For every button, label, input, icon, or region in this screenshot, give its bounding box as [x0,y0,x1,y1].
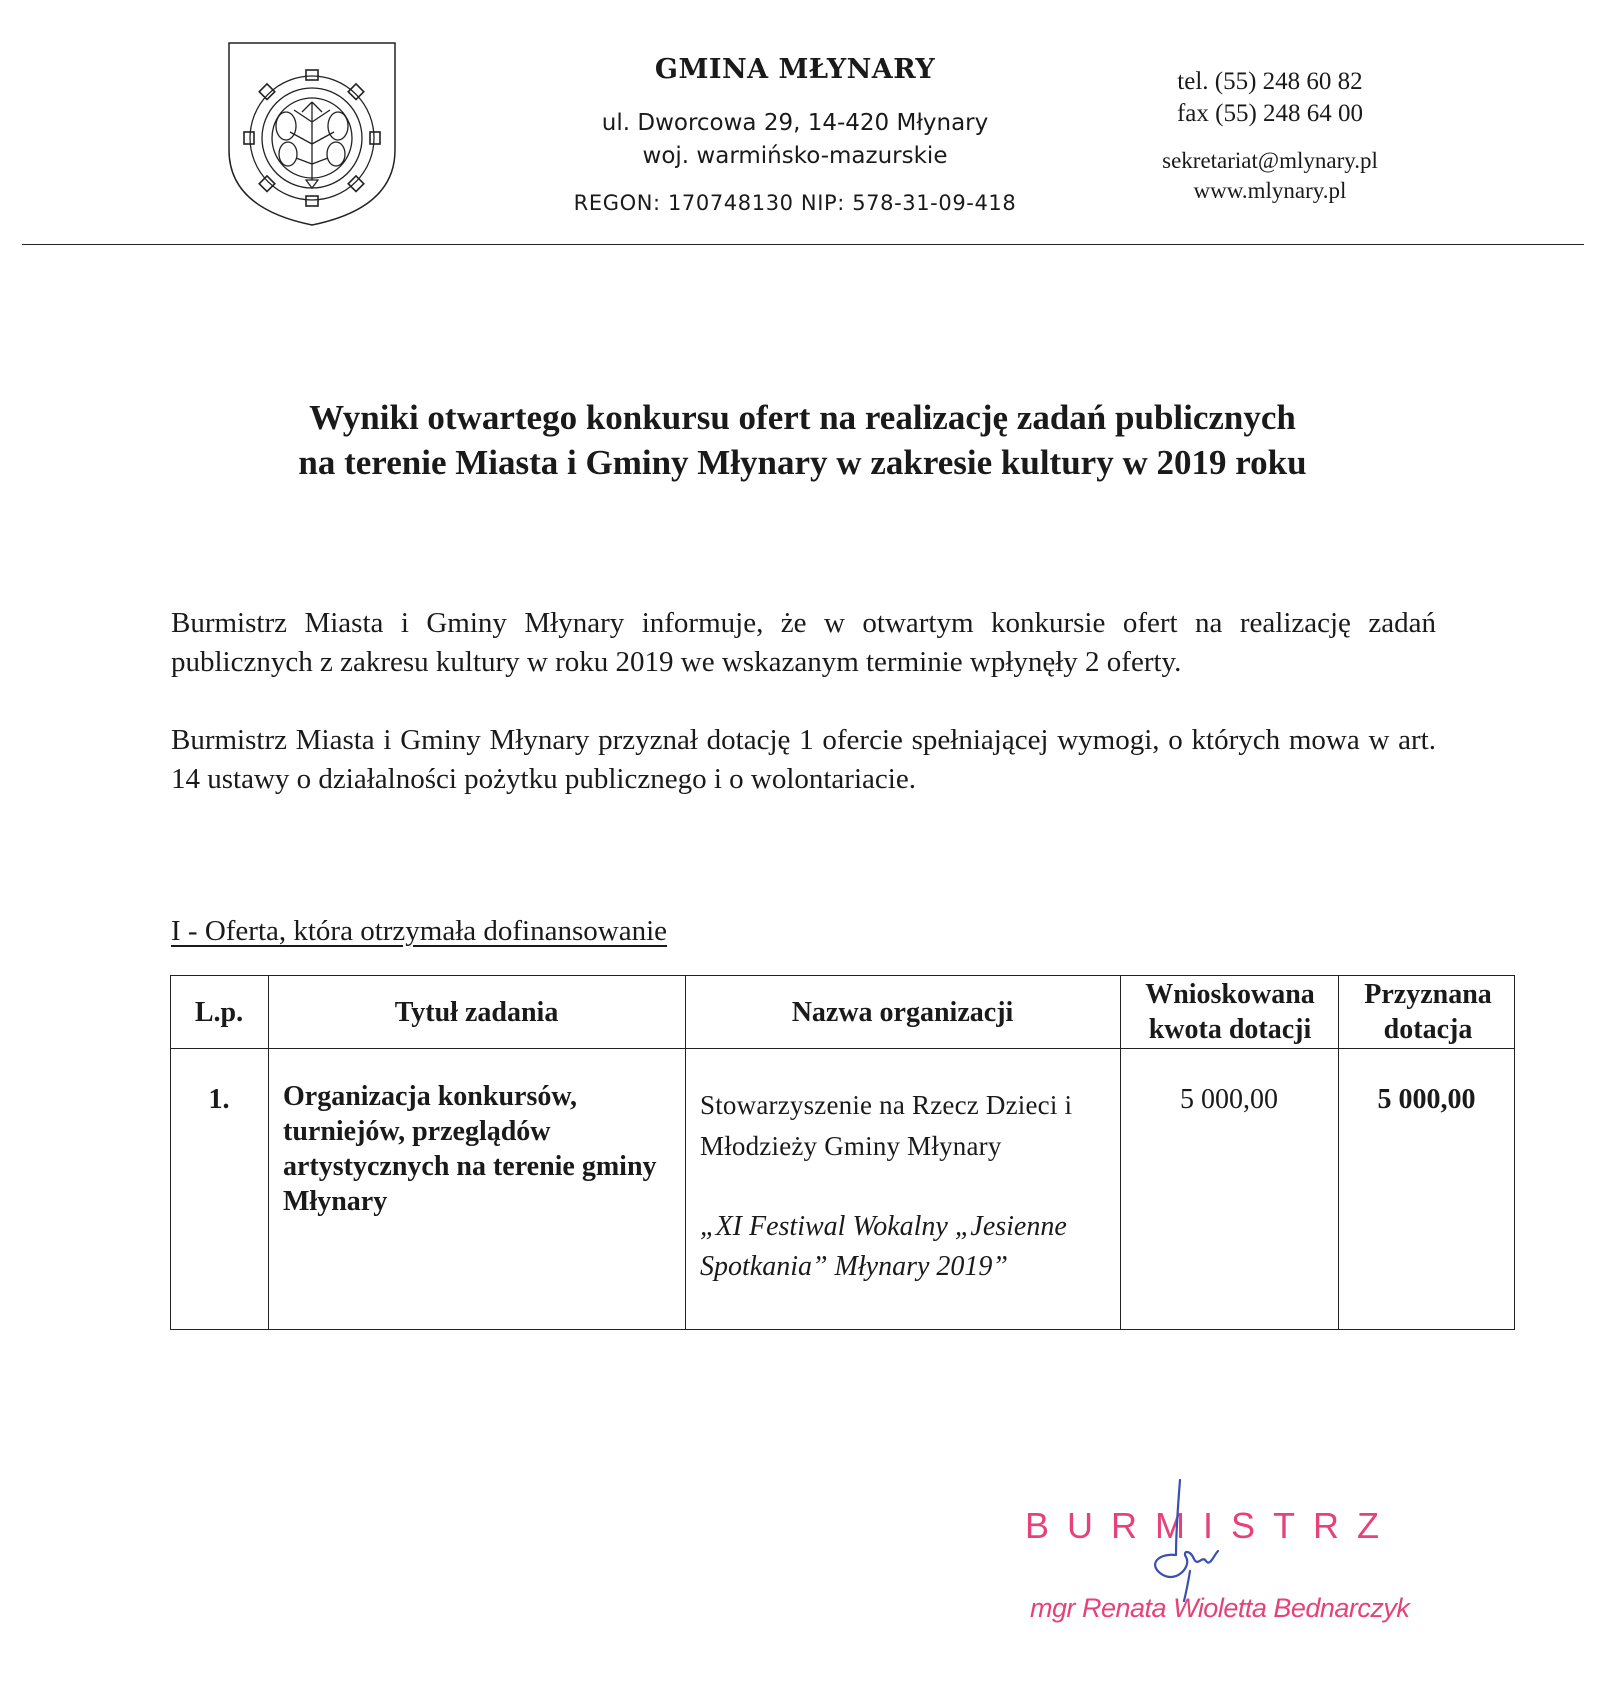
column-header-lp: L.p. [194,997,244,1028]
signature-icon [1120,1475,1250,1605]
website-url: www.mlynary.pl [1193,178,1347,203]
column-header-requested-amount: Wnioskowana kwota dotacji [1145,979,1315,1045]
row-lp: 1. [208,1084,230,1115]
document-title-line1: Wyniki otwartego konkursu ofert na realizację zadań publicznych [309,398,1296,437]
stamp-title: BURMISTRZ [1025,1505,1397,1546]
address-street: ul. Dworcowa 29, 14-420 Młynary [601,110,989,136]
grant-paragraph: Burmistrz Miasta i Gminy Młynary przyznał dotację 1 ofercie spełniającej wymogi, o których mowa w art. 14 ustawy o działalności pożytku publicznego i o wolontariacie. [171,724,1436,795]
row-organization: Stowarzyszenie na Rzecz Dzieci i Młodzieży Gminy Młynary [700,1090,1073,1161]
organization-name: GMINA MŁYNARY [654,54,936,85]
intro-paragraph: Burmistrz Miasta i Gminy Młynary informuje, że w otwartym konkursie ofert na realizację zadań publicznych z zakresu kultury w roku 2019 we wskazanym terminie wpłynęły 2 oferty. [171,607,1436,678]
document-title-line2: na terenie Miasta i Gminy Młynary w zakresie kultury w 2019 roku [298,443,1307,482]
registry-ids: REGON: 170748130 NIP: 578-31-09-418 [573,191,1017,215]
address-region: woj. warmińsko-mazurskie [642,143,948,169]
stamp-name: mgr Renata Wioletta Bednarczyk [1030,1593,1410,1623]
section-heading: I - Oferta, która otrzymała dofinansowanie [171,915,668,947]
row-task-title: Organizacja konkursów, turniejów, przeglądów artystycznych na terenie gminy Młynary [283,1081,657,1217]
phone-number: tel. (55) 248 60 82 [1177,68,1363,95]
fax-number: fax (55) 248 64 00 [1176,100,1364,127]
column-header-organization: Nazwa organizacji [791,997,1014,1028]
results-table [170,975,1515,1330]
municipal-coat-of-arms-icon [226,40,398,228]
column-header-granted-amount: Przyznana dotacja [1364,979,1492,1045]
row-project-name: „XI Festiwal Wokalny „Jesienne Spotkania” Młynary 2019” [700,1211,1067,1282]
column-header-task-title: Tytuł zadania [394,997,559,1028]
row-granted-amount: 5 000,00 [1377,1084,1476,1115]
header-divider [22,244,1584,245]
row-requested-amount: 5 000,00 [1180,1084,1278,1115]
email-address: sekretariat@mlynary.pl [1162,148,1378,173]
